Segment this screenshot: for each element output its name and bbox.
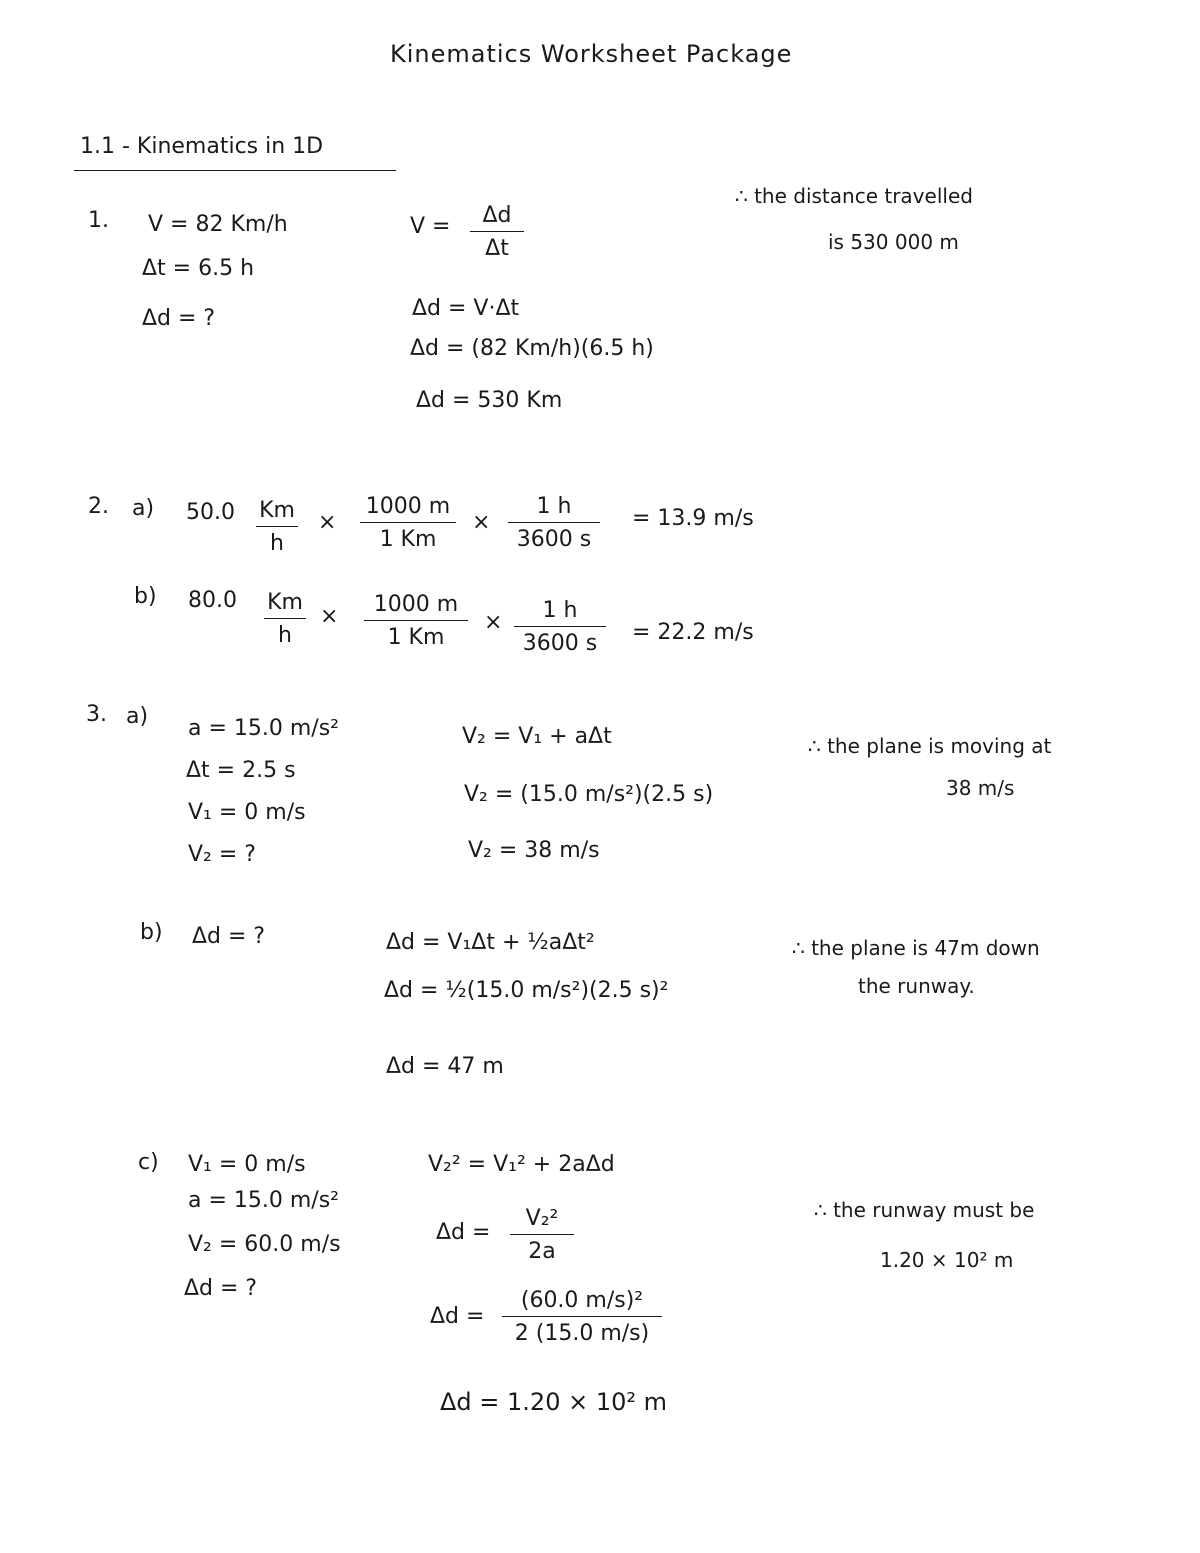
q3c-given-unknown: Δd = ?	[184, 1276, 258, 1301]
q2a-unit-denominator: h	[270, 531, 284, 556]
q2b-label: b)	[134, 584, 157, 609]
q3c-step-2-lhs: Δd =	[436, 1220, 491, 1245]
q2a-unit-numerator: Km	[256, 500, 298, 527]
q2a-conversion-2-numerator: 1 h	[508, 496, 600, 523]
q2b-conversion-fraction-2	[514, 600, 606, 655]
q2b-conversion-2-numerator: 1 h	[514, 600, 606, 627]
q1-given-unknown: Δd = ?	[142, 306, 216, 331]
q3c-conclusion-line-1: ∴ the runway must be	[814, 1198, 1035, 1222]
q3a-step-2: V₂ = (15.0 m/s²)(2.5 s)	[464, 782, 714, 807]
q2b-result: = 22.2 m/s	[632, 620, 754, 645]
q2a-times-2: ×	[472, 510, 491, 535]
q2a-times-1: ×	[318, 510, 337, 535]
q3c-given-initial-velocity: V₁ = 0 m/s	[188, 1152, 306, 1177]
q3c-given-acceleration: a = 15.0 m/s²	[188, 1188, 340, 1213]
q2a-unit-fraction	[256, 500, 298, 555]
q3b-given-unknown: Δd = ?	[192, 924, 266, 949]
q3a-given-final-velocity: V₂ = ?	[188, 842, 256, 867]
q1-given-velocity: V = 82 Km/h	[148, 212, 288, 237]
q3a-step-1: V₂ = V₁ + aΔt	[462, 724, 612, 749]
question-1-number: 1.	[88, 208, 109, 233]
q3c-step-3-lhs: Δd =	[430, 1304, 485, 1329]
q1-step-2: Δd = (82 Km/h)(6.5 h)	[410, 336, 654, 361]
q3b-step-3: Δd = 47 m	[386, 1054, 504, 1079]
q3b-conclusion-line-1: ∴ the plane is 47m down	[792, 936, 1040, 960]
q3c-step-3-numerator: (60.0 m/s)²	[502, 1290, 662, 1317]
q1-formula-lhs: V =	[410, 214, 451, 239]
q3b-step-2: Δd = ½(15.0 m/s²)(2.5 s)²	[384, 978, 669, 1003]
q2a-conversion-fraction-2	[508, 496, 600, 551]
q2b-times-1: ×	[320, 604, 339, 629]
q2a-conversion-1-denominator: 1 Km	[379, 527, 437, 552]
q1-conclusion-line-2: is 530 000 m	[828, 230, 959, 254]
q2b-conversion-2-denominator: 3600 s	[522, 631, 598, 656]
q2b-conversion-1-numerator: 1000 m	[364, 594, 468, 621]
q3c-label: c)	[138, 1150, 159, 1175]
q3a-conclusion-line-2: 38 m/s	[946, 776, 1015, 800]
q1-formula-fraction	[470, 205, 524, 260]
q3a-conclusion-line-1: ∴ the plane is moving at	[808, 734, 1052, 758]
q2a-conversion-1-numerator: 1000 m	[360, 496, 456, 523]
q2b-value: 80.0	[188, 588, 237, 613]
q3c-given-final-velocity: V₂ = 60.0 m/s	[188, 1232, 341, 1257]
q1-formula-denominator: Δt	[485, 236, 509, 261]
q2a-result: = 13.9 m/s	[632, 506, 754, 531]
q2b-unit-fraction	[264, 592, 306, 647]
q3b-step-1: Δd = V₁Δt + ½aΔt²	[386, 930, 595, 955]
page-title: Kinematics Worksheet Package	[390, 40, 793, 68]
q3a-given-acceleration: a = 15.0 m/s²	[188, 716, 340, 741]
q3a-given-time: Δt = 2.5 s	[186, 758, 296, 783]
question-3-number: 3.	[86, 702, 107, 727]
q3b-conclusion-line-2: the runway.	[858, 974, 975, 998]
q1-given-time: Δt = 6.5 h	[142, 256, 255, 281]
q2b-unit-numerator: Km	[264, 592, 306, 619]
q3c-step-3-denominator: 2 (15.0 m/s)	[514, 1321, 650, 1346]
q2a-label: a)	[132, 496, 155, 521]
q2a-conversion-fraction-1	[360, 496, 456, 551]
q1-conclusion-line-1: ∴ the distance travelled	[735, 184, 973, 208]
question-2-number: 2.	[88, 494, 109, 519]
q1-step-3: Δd = 530 Km	[416, 388, 563, 413]
q2b-conversion-fraction-1	[364, 594, 468, 649]
q3c-step-2-denominator: 2a	[528, 1239, 556, 1264]
q3c-step-2-numerator: V₂²	[510, 1208, 574, 1235]
q1-formula-numerator: Δd	[470, 205, 524, 232]
q2b-conversion-1-denominator: 1 Km	[387, 625, 445, 650]
q3c-step-4: Δd = 1.20 × 10² m	[440, 1388, 667, 1416]
q3a-label: a)	[126, 704, 149, 729]
q2a-conversion-2-denominator: 3600 s	[516, 527, 592, 552]
q3a-step-3: V₂ = 38 m/s	[468, 838, 600, 863]
q3c-step-2-fraction	[510, 1208, 574, 1263]
q2b-times-2: ×	[484, 610, 503, 635]
q3a-given-initial-velocity: V₁ = 0 m/s	[188, 800, 306, 825]
q3c-step-3-fraction	[502, 1290, 662, 1345]
q3b-label: b)	[140, 920, 163, 945]
q2b-unit-denominator: h	[278, 623, 292, 648]
q3c-step-1: V₂² = V₁² + 2aΔd	[428, 1152, 615, 1177]
q1-step-1: Δd = V·Δt	[412, 296, 520, 321]
q2a-value: 50.0	[186, 500, 235, 525]
q3c-conclusion-line-2: 1.20 × 10² m	[880, 1248, 1014, 1272]
section-heading: 1.1 - Kinematics in 1D	[80, 134, 324, 159]
section-heading-underline	[74, 170, 396, 171]
